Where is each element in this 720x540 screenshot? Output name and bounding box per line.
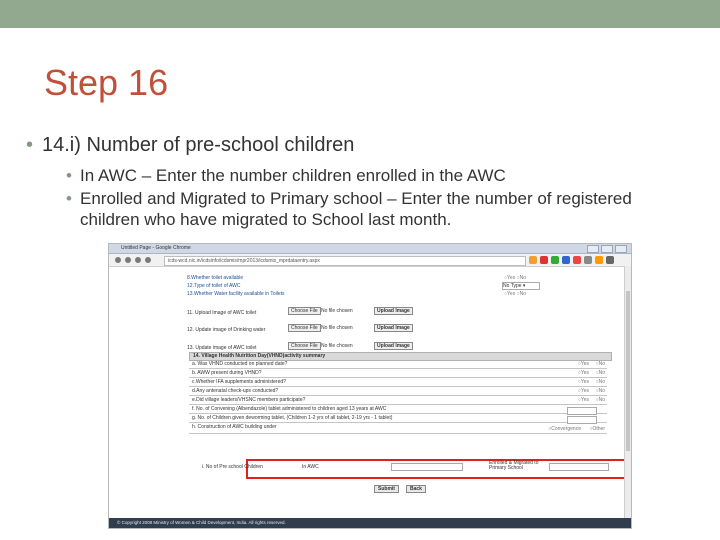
- upload-image-button-1[interactable]: Upload Image: [374, 307, 413, 315]
- enrolled-migrated-label: Enrolled & Migrated to Primary School: [489, 460, 539, 471]
- extension-icon[interactable]: [540, 256, 548, 264]
- enrolled-migrated-input[interactable]: [549, 463, 609, 471]
- bullet-main: • 14.i) Number of pre-school children: [26, 134, 696, 157]
- submit-button[interactable]: Submit: [374, 485, 399, 493]
- row-toilet: 8.Whether toilet available: [187, 275, 244, 281]
- upload-image-button-3[interactable]: Upload Image: [374, 342, 413, 350]
- scrollbar[interactable]: [624, 266, 631, 518]
- upload-label-2: 12. Update image of Drinking water: [187, 327, 266, 333]
- count-input[interactable]: [567, 416, 597, 424]
- minimize-icon[interactable]: [587, 245, 599, 253]
- copyright-text: © Copyright 2008 Ministry of Women & Child Development, India. All rights reserved.: [117, 520, 286, 525]
- window-controls: [587, 245, 627, 253]
- url-input[interactable]: icds-wcd.nic.in/icdsinfo/icdsmis/mpr2013/icdsmis_mprdataentry.aspx: [164, 256, 526, 266]
- table-row: b. AWW present during VHND? ○Yes ○No: [189, 370, 607, 378]
- star-icon[interactable]: [529, 256, 537, 264]
- extension-icon[interactable]: [551, 256, 559, 264]
- extension-icon[interactable]: [595, 256, 603, 264]
- slide-title: Step 16: [44, 62, 169, 103]
- preschool-label: i. No of Pre school Children: [202, 464, 263, 470]
- back-button[interactable]: Back: [406, 485, 426, 493]
- scrollbar-thumb[interactable]: [626, 291, 630, 451]
- extension-icon[interactable]: [562, 256, 570, 264]
- sub-bullet-in-awc: • In AWC – Enter the number children enrolled in the AWC: [66, 165, 696, 186]
- slide-top-bar: [0, 0, 720, 28]
- in-awc-input[interactable]: [391, 463, 463, 471]
- window-title: Untitled Page - Google Chrome: [121, 245, 191, 251]
- window-title-bar: [109, 244, 631, 254]
- in-awc-label: In AWC: [302, 464, 319, 470]
- toilet-type-select[interactable]: No Type ▾: [502, 282, 540, 290]
- vhnd-section-header: 14. Village Health Nutrition Day(VHND)activity summary: [189, 352, 612, 361]
- water-radio[interactable]: ○Yes ○No: [504, 291, 527, 297]
- extension-icons: [529, 256, 614, 264]
- menu-icon[interactable]: [606, 256, 614, 264]
- toilet-radio[interactable]: ○Yes ○No: [504, 275, 527, 281]
- reload-icon[interactable]: [135, 257, 141, 263]
- extension-icon[interactable]: [584, 256, 592, 264]
- no-file-text-2: No file chosen: [321, 325, 353, 331]
- upload-label-1: 11. Upload Image of AWC toilet: [187, 310, 257, 316]
- table-row: d.Any antenatal check-ups conducted? ○Yes ○No: [189, 388, 607, 396]
- browser-screenshot: [108, 243, 632, 529]
- no-file-text-1: No file chosen: [321, 308, 353, 314]
- upload-label-3: 13. Update image of AWC toilet: [187, 345, 257, 351]
- table-row: h. Construction of AWC building under ○Convergence ○Other: [189, 424, 607, 434]
- table-row: e.Did village leaders/VHSNC members participate? ○Yes ○No: [189, 397, 607, 405]
- table-row: g. No. of Children given deworming tablet, (Children 1-2 yrs of all tablet, 2-19 yrs - 1 tablet): [189, 415, 607, 423]
- count-input[interactable]: [567, 407, 597, 415]
- extension-icon[interactable]: [573, 256, 581, 264]
- choose-file-button-1[interactable]: Choose File: [288, 307, 321, 315]
- choose-file-button-3[interactable]: Choose File: [288, 342, 321, 350]
- table-row: f. No. of Convening (Albendazole) tablet administered to children aged 13 years at AWC: [189, 406, 607, 414]
- table-row: c.Whether IFA supplements administered? ○Yes ○No: [189, 379, 607, 387]
- table-row: a. Was VHND conducted on planned date? ○Yes ○No: [189, 361, 607, 369]
- sub-bullet-enrolled-migrated: • Enrolled and Migrated to Primary school – Enter the number of registered children who have migrated to School last month.: [66, 188, 696, 230]
- forward-icon[interactable]: [125, 257, 131, 263]
- close-icon[interactable]: [615, 245, 627, 253]
- row-water-facility: 13.Whether Water facility available in Toilets: [187, 291, 285, 297]
- slide-bullets: [26, 134, 696, 230]
- home-icon[interactable]: [145, 257, 151, 263]
- maximize-icon[interactable]: [601, 245, 613, 253]
- choose-file-button-2[interactable]: Choose File: [288, 324, 321, 332]
- no-file-text-3: No file chosen: [321, 343, 353, 349]
- row-toilet-type: 12.Type of toilet of AWC: [187, 283, 241, 289]
- form-content: [184, 266, 609, 496]
- back-icon[interactable]: [115, 257, 121, 263]
- page-footer: [109, 518, 631, 528]
- upload-image-button-2[interactable]: Upload Image: [374, 324, 413, 332]
